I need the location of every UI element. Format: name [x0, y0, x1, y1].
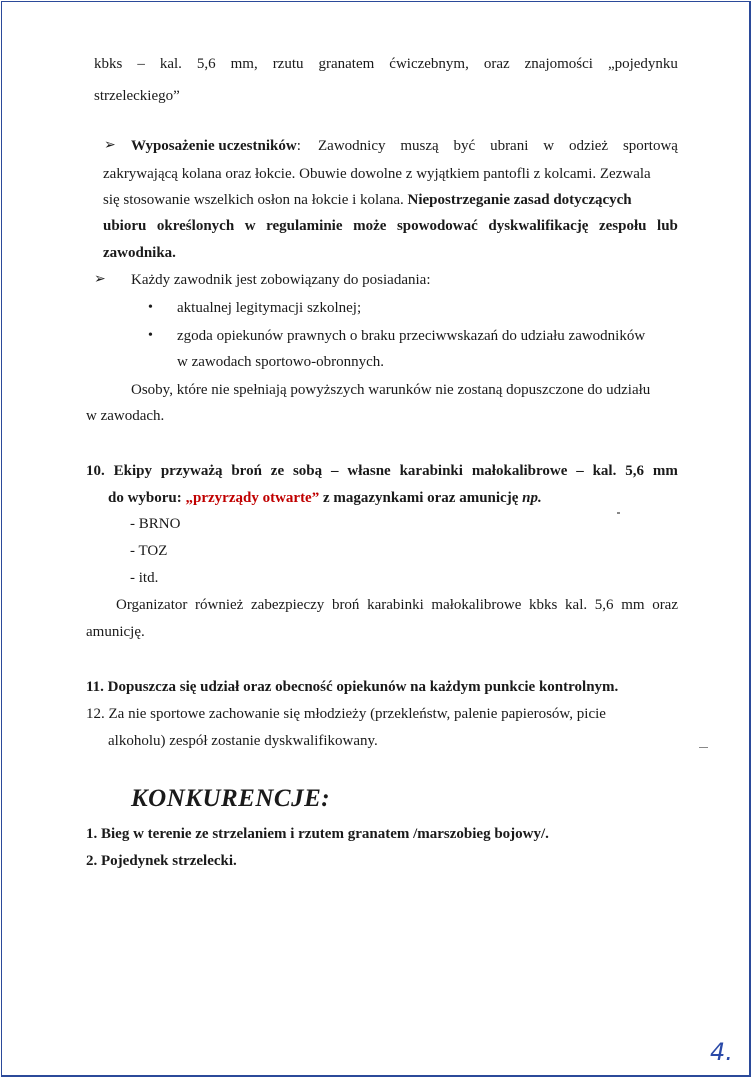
word: 10.	[86, 463, 105, 479]
word: również	[195, 597, 244, 613]
equipment-line-1	[131, 136, 678, 156]
word: w	[543, 138, 555, 154]
word: być	[453, 138, 476, 154]
word: ćwiczebnym,	[389, 56, 469, 72]
point-10-line-1	[86, 461, 678, 481]
requirement-1: aktualnej legitymacji szkolnej;	[177, 300, 362, 316]
weapon-toz: - TOZ	[130, 543, 168, 559]
requirements-note-1: Osoby, które nie spełniają powyższych warunków nie zostaną dopuszczone do udziału	[131, 382, 651, 398]
word: małokalibrowe	[431, 597, 522, 613]
word: w	[244, 218, 256, 234]
word: spowodować	[396, 218, 478, 234]
equipment-line-4	[103, 216, 678, 236]
competition-1: 1. Bieg w terenie ze strzelaniem i rzutem granatem /marszobieg bojowy/.	[86, 826, 549, 842]
equipment-line-2: zakrywającą kolana oraz łokcie. Obuwie dowolne z wyjątkiem pantofli z kolcami. Zezwala	[103, 166, 651, 182]
word: małokalibrowe	[471, 463, 568, 479]
word: ubioru	[103, 218, 147, 234]
word: Organizator	[116, 597, 188, 613]
word: mm	[621, 597, 645, 613]
word: 5,6	[625, 463, 644, 479]
word: mm	[652, 463, 678, 479]
word: określonych	[156, 218, 235, 234]
arrow-bullet-icon: ➢	[104, 138, 116, 153]
word: muszą	[400, 138, 439, 154]
page-frame	[1, 1, 751, 1077]
word: 5,6	[594, 597, 614, 613]
word: może	[353, 218, 387, 234]
word: znajomości	[524, 56, 593, 72]
word: 5,6	[196, 56, 216, 72]
requirement-2b: w zawodach sportowo-obronnych.	[177, 354, 385, 370]
word: broń	[231, 463, 262, 479]
word: Ekipy	[113, 463, 152, 479]
word: odzież	[568, 138, 609, 154]
word: sportową	[622, 138, 678, 154]
word: kbks	[529, 597, 558, 613]
point-11: 11. Dopuszcza się udział oraz obecność opiekunów na każdym punkcie kontrolnym.	[86, 679, 619, 695]
organizer-line-2: amunicję.	[86, 624, 145, 640]
word: oraz	[483, 56, 510, 72]
equipment-head: Wyposażenie uczestników:	[131, 138, 301, 154]
requirement-2a: zgoda opiekunów prawnych o braku przeciwwskazań do udziału zawodników	[177, 328, 646, 344]
point-10-np: np.	[522, 490, 542, 506]
bullet-icon: •	[148, 300, 153, 315]
point-12-line-2: alkoholu) zespół zostanie dyskwalifikowany.	[108, 733, 378, 749]
word: sobą	[292, 463, 323, 479]
word: kal.	[565, 597, 588, 613]
word: „pojedynku	[607, 56, 678, 72]
word: przyważą	[160, 463, 223, 479]
bullet-icon: •	[148, 328, 153, 343]
arrow-bullet-icon: ➢	[94, 272, 106, 287]
word: oraz	[652, 597, 678, 613]
word: granatem	[318, 56, 375, 72]
word: kbks	[94, 56, 123, 72]
word: karabinki	[399, 463, 463, 479]
line-1	[94, 54, 678, 74]
word: kal.	[159, 56, 182, 72]
page-number: 4.	[710, 1038, 733, 1066]
equipment-line-5: zawodnika.	[103, 245, 176, 261]
equipment-rest	[318, 136, 678, 156]
word: rzutu	[272, 56, 304, 72]
word: mm,	[230, 56, 258, 72]
word: ubrani	[490, 138, 529, 154]
open-sights-highlight: „przyrządy otwarte”	[185, 490, 320, 506]
word: –	[331, 463, 339, 479]
word: Zawodnicy	[318, 138, 386, 154]
word: zabezpieczy	[251, 597, 325, 613]
word: –	[576, 463, 584, 479]
word: regulaminie	[266, 218, 343, 234]
point-10-text: z magazynkami oraz amunicję	[322, 490, 519, 506]
word: ze	[270, 463, 285, 479]
competition-2: 2. Pojedynek strzelecki.	[86, 853, 237, 869]
word: zespołu	[598, 218, 647, 234]
weapon-brno: - BRNO	[130, 516, 181, 532]
equipment-warning: Niepostrzeganie zasad dotyczących	[407, 192, 632, 208]
equipment-line-3	[103, 190, 632, 210]
line-2: strzeleckiego”	[94, 88, 180, 104]
point-10-text: do wyboru:	[108, 490, 182, 506]
word: lub	[657, 218, 678, 234]
point-12-line-1: 12. Za nie sportowe zachowanie się młodzieży (przekleństw, palenie papierosów, picie	[86, 706, 606, 722]
word: kal.	[592, 463, 617, 479]
competitions-heading: KONKURENCJE:	[131, 785, 331, 812]
word: karabinki	[367, 597, 424, 613]
equipment-text: się stosowanie wszelkich osłon na łokcie i kolana.	[103, 192, 404, 208]
word: broń	[331, 597, 360, 613]
scan-speck	[699, 747, 708, 748]
requirements-intro: Każdy zawodnik jest zobowiązany do posiadania:	[131, 272, 431, 288]
word: –	[137, 56, 145, 72]
word: własne	[347, 463, 391, 479]
point-10-line-2	[108, 488, 542, 508]
requirements-note-2: w zawodach.	[86, 408, 165, 424]
organizer-line-1	[116, 595, 678, 615]
weapon-itd: - itd.	[130, 570, 159, 586]
word: dyskwalifikację	[488, 218, 589, 234]
scan-speck	[617, 512, 620, 514]
